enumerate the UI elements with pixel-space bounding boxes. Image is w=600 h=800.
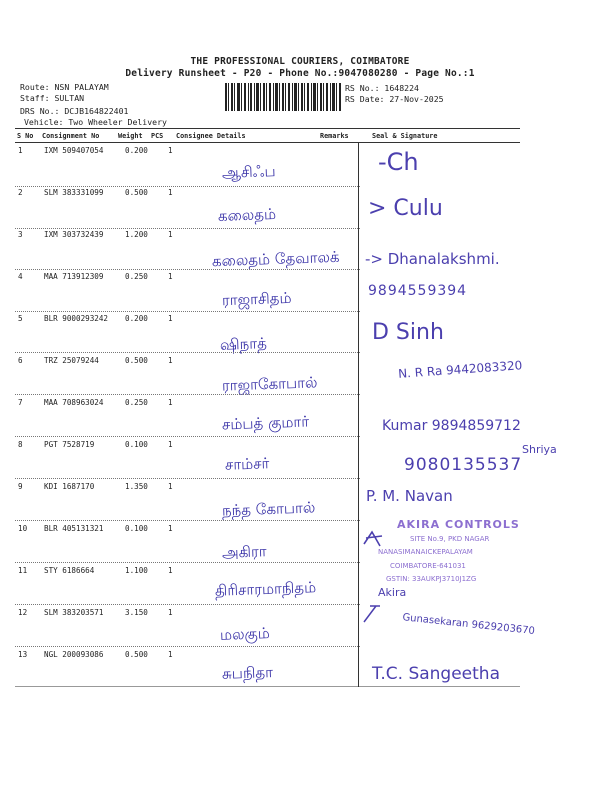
- barcode-image: [225, 83, 342, 111]
- row-consignment: NGL 200093086: [44, 650, 104, 659]
- row-weight: 1.200: [125, 230, 148, 239]
- row-signature: Kumar 9894859712: [382, 418, 521, 434]
- row-consignment: MAA 713912309: [44, 272, 104, 281]
- row-divider: [15, 228, 360, 229]
- row-sno: 8: [18, 440, 23, 449]
- col-remarks-header: Remarks: [320, 132, 349, 140]
- row-signature: N. R Ra 9442083320: [397, 358, 523, 381]
- row-pcs: 1: [168, 398, 173, 407]
- row-consignment: BLR 9000293242: [44, 314, 109, 323]
- row-divider: [15, 478, 360, 479]
- row-pcs: 1: [168, 566, 173, 575]
- row-divider: [15, 520, 360, 521]
- staff-label: Staff: SULTAN: [20, 93, 85, 103]
- row-sno: 5: [18, 314, 23, 323]
- runsheet-subtitle: Delivery Runsheet - P20 - Phone No.:9047080280 - Page No.:1: [125, 68, 475, 79]
- row-pcs: 1: [168, 272, 173, 281]
- row-pcs: 1: [168, 314, 173, 323]
- row-consignee: சாம்சர்: [224, 454, 270, 474]
- row-weight: 0.500: [125, 188, 148, 197]
- row-divider: [15, 436, 360, 437]
- row-divider: [15, 311, 360, 312]
- row-consignment: MAA 708963024: [44, 398, 104, 407]
- table-top-rule: [15, 128, 520, 129]
- row-consignment: TRZ 25079244: [44, 356, 99, 365]
- row-divider: [15, 186, 360, 187]
- row-sno: 2: [18, 188, 23, 197]
- row-divider: [15, 604, 360, 605]
- row-pcs: 1: [168, 482, 173, 491]
- stamp-gstin: GSTIN: 33AUKPJ3710J1ZG: [386, 575, 477, 583]
- row-divider: [15, 269, 360, 270]
- row-signature: -Ch: [378, 148, 419, 176]
- rs-date: RS Date: 27-Nov-2025: [345, 94, 444, 104]
- rs-number: RS No.: 1648224: [345, 83, 419, 93]
- row-consignee: ராஜாசிதம்: [221, 288, 292, 310]
- row-signature: P. M. Navan: [366, 487, 453, 505]
- row-weight: 0.500: [125, 650, 148, 659]
- row-divider: [15, 646, 360, 647]
- row-consignee: நந்த கோபால்: [221, 498, 316, 520]
- signature-column-divider: [358, 142, 359, 687]
- row-consignee: சுபநிதா: [221, 663, 274, 683]
- row-pcs: 1: [168, 230, 173, 239]
- row-weight: 0.200: [125, 314, 148, 323]
- row-sno: 7: [18, 398, 23, 407]
- col-weight-header: Weight: [118, 132, 143, 140]
- row-sno: 4: [18, 272, 23, 281]
- row-consignment: IXM 509407054: [44, 146, 104, 155]
- row-weight: 0.250: [125, 398, 148, 407]
- stamp-handwriting: Akira: [378, 586, 407, 599]
- row-sno: 3: [18, 230, 23, 239]
- col-consignee-header: Consignee Details: [176, 132, 246, 140]
- row-sno: 11: [18, 566, 28, 575]
- table-header-rule: [15, 142, 520, 143]
- stamp-address-line: COIMBATORE-641031: [390, 562, 466, 570]
- row-pcs: 1: [168, 440, 173, 449]
- row-sno: 10: [18, 524, 28, 533]
- col-consignment-header: Consignment No: [42, 132, 100, 140]
- row-consignee: மலகும்: [219, 624, 271, 644]
- row-consignment: STY 6186664: [44, 566, 95, 575]
- row-divider: [15, 562, 360, 563]
- row-consignee: அகிரா: [221, 542, 267, 562]
- drs-label: DRS No.: DCJB164822401: [20, 106, 129, 116]
- row-signature-note: Shriya: [522, 443, 557, 456]
- col-pcs-header: PCS: [151, 132, 164, 140]
- row-consignment: IXM 303732439: [44, 230, 104, 239]
- route-label: Route: NSN PALAYAM: [20, 82, 109, 92]
- stamp-address-line: SITE No.9, PKD NAGAR: [410, 535, 490, 543]
- row-consignment: BLR 405131321: [44, 524, 104, 533]
- row-consignment: KDI 1687170: [44, 482, 95, 491]
- row-pcs: 1: [168, 608, 173, 617]
- pen-arrow-icon: [360, 600, 400, 630]
- row-consignee: ஆசிஃப: [221, 162, 276, 182]
- row-weight: 1.100: [125, 566, 148, 575]
- row-consignee: கலைதம்: [217, 204, 277, 226]
- stamp-company-name: AKIRA CONTROLS: [397, 518, 520, 531]
- row-weight: 1.350: [125, 482, 148, 491]
- row-divider: [15, 394, 360, 395]
- row-signature: > Culu: [368, 196, 443, 221]
- row-signature: T.C. Sangeetha: [372, 664, 500, 684]
- row-weight: 0.250: [125, 272, 148, 281]
- row-pcs: 1: [168, 524, 173, 533]
- col-sno-header: S No: [17, 132, 34, 140]
- row-consignment: PGT 7528719: [44, 440, 95, 449]
- row-sno: 6: [18, 356, 23, 365]
- row-weight: 0.500: [125, 356, 148, 365]
- row-pcs: 1: [168, 188, 173, 197]
- row-consignee: சம்பத் குமார்: [221, 412, 310, 434]
- row-signature: D Sinh: [372, 320, 444, 345]
- row-weight: 3.150: [125, 608, 148, 617]
- row-consignee: ராஜாகோபால்: [221, 373, 318, 395]
- col-seal-header: Seal & Signature: [372, 132, 438, 140]
- row-signature: -> Dhanalakshmi.: [365, 250, 500, 268]
- vehicle-label: Vehicle: Two Wheeler Delivery: [24, 117, 167, 127]
- row-consignee: கலைதம் தேவாலக்: [211, 247, 340, 271]
- company-title: THE PROFESSIONAL COURIERS, COIMBATORE: [190, 56, 410, 67]
- stamp-address-line: NANASIMANAICKEPALAYAM: [378, 548, 473, 556]
- row-consignment: SLM 383203571: [44, 608, 104, 617]
- row-consignee: திரிசாரமாநிதம்: [214, 578, 317, 600]
- row-consignment: SLM 383331099: [44, 188, 104, 197]
- row-weight: 0.100: [125, 440, 148, 449]
- row-signature: Gunasekaran 9629203670: [401, 612, 536, 638]
- row-consignee: ஷிநாத்: [219, 334, 268, 354]
- row-signature: 9080135537: [404, 455, 523, 475]
- row-divider: [15, 352, 360, 353]
- row-sno: 12: [18, 608, 28, 617]
- row-pcs: 1: [168, 146, 173, 155]
- table-bottom-rule: [15, 686, 520, 687]
- row-pcs: 1: [168, 650, 173, 659]
- row-weight: 0.200: [125, 146, 148, 155]
- row-sno: 1: [18, 146, 23, 155]
- stamp-scribble-icon: [362, 528, 386, 548]
- row-signature: 9894559394: [368, 283, 468, 299]
- row-sno: 13: [18, 650, 28, 659]
- row-pcs: 1: [168, 356, 173, 365]
- row-weight: 0.100: [125, 524, 148, 533]
- row-sno: 9: [18, 482, 23, 491]
